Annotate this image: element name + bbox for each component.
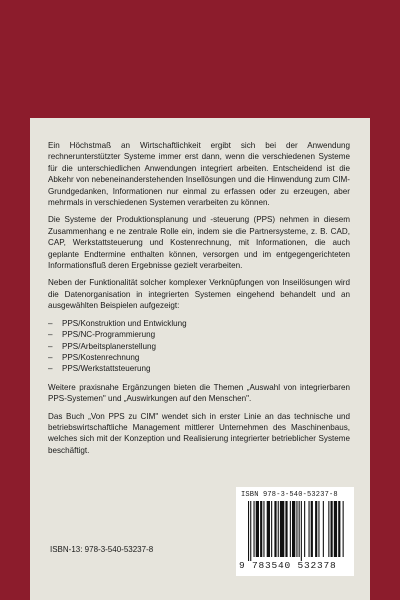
isbn-label: ISBN-13: 978-3-540-53237-8 xyxy=(50,545,154,554)
right-color-band xyxy=(370,0,400,600)
list-item: – PPS/NC-Programmierung xyxy=(48,329,350,340)
blurb-paragraph: Neben der Funktionalität solcher komplexer Verknüpfungen von Inseilösungen wird die Datenorganisation in integrierten Systemen eingehend behandelt und an ausgewählten Beispielen aufgezeigt: xyxy=(48,278,350,311)
list-item: – PPS/Arbeitsplanerstellung xyxy=(48,341,350,352)
blurb-paragraph: Ein Höchstmaß an Wirtschaftlichkeit ergibt sich bei der Anwendung rechnerunterstützter Systeme immer erst dann, wenn die verschiedenen Systeme für die unterschiedlichen Anwendungen integriert arbeiten. Entscheidend ist die Abkehr von nebeneinanderstehenden Insellösungen und die Hinwendung zum CIM-Grundgedanken, Informationen nur einmal zu erfassen oder zu erzeugen, aber mehrmals in verschiedenen Systemen verarbeiten zu können. xyxy=(48,141,350,208)
left-color-band xyxy=(0,0,30,600)
blurb-text xyxy=(48,140,350,462)
barcode-digits: 9 783540 532378 xyxy=(239,560,337,571)
list-item: – PPS/Konstruktion und Entwicklung xyxy=(48,318,350,329)
example-list xyxy=(48,318,350,375)
top-color-band xyxy=(0,0,400,118)
barcode-isbn-text: ISBN 978-3-540-53237-8 xyxy=(241,491,338,499)
list-item: – PPS/Kostenrechnung xyxy=(48,352,350,363)
blurb-paragraph: Die Systeme der Produktionsplanung und -steuerung (PPS) nehmen in diesem Zusammenhang e ne zentrale Rolle ein, indem sie die Partnersysteme, z. B. CAD, CAP, Werkstattsteuerung und Kostenrechnung, mit Informationen, die auch geplante Endtermine enthalten können, versorgen und im entgegengerichteten Informationsfluß deren Ergebnisse gezielt verarbeiten. xyxy=(48,215,350,271)
list-item: – PPS/Werkstattsteuerung xyxy=(48,363,350,374)
blurb-paragraph: Weitere praxisnahe Ergänzungen bieten die Themen „Auswahl von integrierbaren PPS-Systemen" und „Auswirkungen auf den Menschen". xyxy=(48,382,350,404)
barcode xyxy=(236,487,354,576)
barcode-bars xyxy=(248,501,344,561)
blurb-paragraph: Das Buch „Von PPS zu CIM" wendet sich in erster Linie an das technische und betriebswirtschaftliche Management mittlerer Unternehmen des Maschinenbaus, welches sich mit der Konzeption und Realisierung integrierter betrieblicher Systeme beschäftigt. xyxy=(48,411,350,455)
